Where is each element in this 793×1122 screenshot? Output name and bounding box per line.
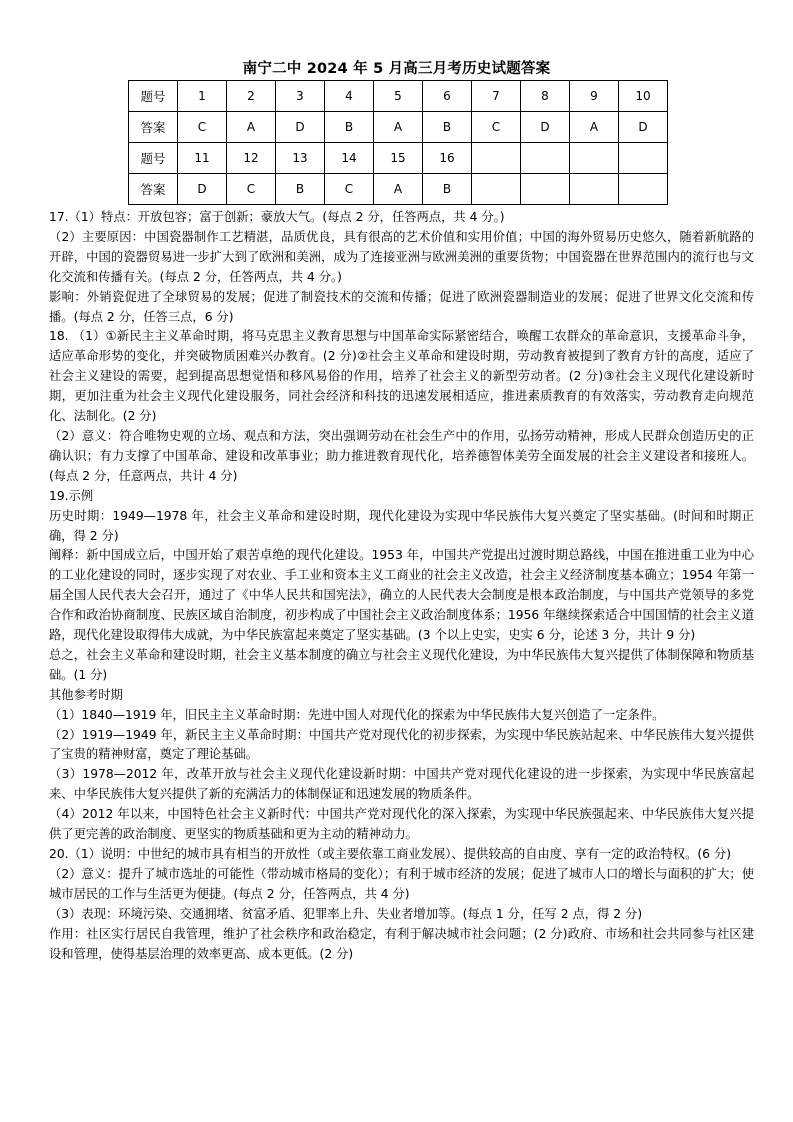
question-number bbox=[472, 143, 521, 174]
question-number: 7 bbox=[472, 81, 521, 112]
answer-cell: D bbox=[178, 174, 227, 205]
answer-cell: B bbox=[276, 174, 325, 205]
answer-cell: C bbox=[178, 112, 227, 143]
answer-body bbox=[49, 208, 754, 964]
question-number bbox=[521, 143, 570, 174]
answer-cell: D bbox=[276, 112, 325, 143]
q19-period: 历史时期：1949—1978 年，社会主义革命和建设时期，现代化建设为实现中华民族伟大复兴奠定了坚实基础。(时间和时期正确，得 2 分) bbox=[49, 508, 754, 543]
answer-row-2 bbox=[129, 174, 668, 205]
question-number: 1 bbox=[178, 81, 227, 112]
answer-cell: B bbox=[325, 112, 374, 143]
answer-cell bbox=[521, 174, 570, 205]
q19-other-3: （3）1978—2012 年，改革开放与社会主义现代化建设新时期：中国共产党对现代化建设的进一步探索，为实现中华民族富起来、中华民族伟大复兴提供了新的充满活力的体制保证和迅速发展的物质条件。 bbox=[49, 767, 754, 802]
answer-cell bbox=[472, 174, 521, 205]
q20-part2: （2）意义：提升了城市选址的可能性（带动城市格局的变化）；有利于城市经济的发展；促进了城市人口的增长与面积的扩大；使城市居民的工作与生活更为便捷。(每点 2 分，任答两点，共 4 分) bbox=[49, 866, 754, 901]
answer-cell: D bbox=[521, 112, 570, 143]
answer-cell: A bbox=[374, 174, 423, 205]
answer-cell: B bbox=[423, 112, 472, 143]
question-number bbox=[619, 143, 668, 174]
question-number: 16 bbox=[423, 143, 472, 174]
q19-heading: 19.示例 bbox=[49, 488, 94, 503]
document-title: 南宁二中 2024 年 5 月高三月考历史试题答案 bbox=[242, 61, 551, 77]
answer-cell: D bbox=[619, 112, 668, 143]
answer-cell: A bbox=[374, 112, 423, 143]
answer-cell: A bbox=[227, 112, 276, 143]
q19-other-2: （2）1919—1949 年，新民主主义革命时期：中国共产党对现代化的初步探索，为实现中华民族站起来、中华民族伟大复兴提供了宝贵的精神财富，奠定了理论基础。 bbox=[49, 727, 754, 762]
answer-cell bbox=[570, 174, 619, 205]
answer-cell: B bbox=[423, 174, 472, 205]
question-number: 14 bbox=[325, 143, 374, 174]
q17-part1: 17.（1）特点：开放包容；富于创新；豪放大气。(每点 2 分，任答两点，共 4 分。) bbox=[49, 210, 505, 224]
question-number: 6 bbox=[423, 81, 472, 112]
q19-other-heading: 其他参考时期 bbox=[49, 687, 123, 702]
answer-cell bbox=[619, 174, 668, 205]
question-number: 2 bbox=[227, 81, 276, 112]
q20-effect: 作用：社区实行居民自我管理，维护了社会秩序和政治稳定，有利于解决城市社会问题；(2 分)政府、市场和社会共同参与社区建设和管理，使得基层治理的效率更高、成本更低。(2 分) bbox=[49, 926, 754, 961]
q20-part1: 20.（1）说明：中世纪的城市具有相当的开放性（或主要依靠工商业发展）、提供较高的自由度、享有一定的政治特权。(6 分) bbox=[49, 847, 731, 861]
answer-cell: A bbox=[570, 112, 619, 143]
question-number: 15 bbox=[374, 143, 423, 174]
question-number: 4 bbox=[325, 81, 374, 112]
q19-other-1: （1）1840—1919 年，旧民主主义革命时期：先进中国人对现代化的探索为中华民族伟大复兴创造了一定条件。 bbox=[49, 707, 665, 722]
question-number: 8 bbox=[521, 81, 570, 112]
answer-cell: C bbox=[325, 174, 374, 205]
answer-cell: C bbox=[227, 174, 276, 205]
question-number: 12 bbox=[227, 143, 276, 174]
question-row-1 bbox=[129, 81, 668, 112]
q17-part2-reasons: （2）主要原因：中国瓷器制作工艺精湛，品质优良，具有很高的艺术价值和实用价值；中国的海外贸易历史悠久，随着新航路的开辟，中国的瓷器贸易进一步扩大到了欧洲和美洲，成为了连接亚洲与欧洲美洲的重要货物；中国瓷器在世界范围内的流行也与文化交流和传播有关。(每点 2 分，任答两点，共 4 分。) bbox=[49, 229, 754, 284]
question-number: 3 bbox=[276, 81, 325, 112]
question-number: 5 bbox=[374, 81, 423, 112]
row-label-answer: 答案 bbox=[129, 174, 178, 205]
question-number: 11 bbox=[178, 143, 227, 174]
answer-table bbox=[128, 80, 668, 205]
question-row-2 bbox=[129, 143, 668, 174]
question-number: 10 bbox=[619, 81, 668, 112]
question-number: 9 bbox=[570, 81, 619, 112]
row-label-answer: 答案 bbox=[129, 112, 178, 143]
q19-explanation: 阐释：新中国成立后，中国开始了艰苦卓绝的现代化建设。1953 年，中国共产党提出过渡时期总路线，中国在推进重工业为中心的工业化建设的同时，逐步实现了对农业、手工业和资本主义工商业的社会主义改造，社会主义经济制度基本确立；1954 年第一届全国人民代表大会召开，通过了《中华人民共和国宪法》，确立的人民代表大会制度是根本政治制度，与中国共产党领导的多党合作和政治协商制度、民族区域自治制度，初步构成了中国社会主义政治制度体系；1956 年继续探索适合中国国情的社会主义道路，现代化建设取得伟大成就，为中华民族富起来奠定了坚实基础。(3 个以上史实，史实 6 分，论述 3 分，共计 9 分) bbox=[49, 548, 754, 643]
answer-row-1 bbox=[129, 112, 668, 143]
row-label-question: 题号 bbox=[129, 143, 178, 174]
q18-part1: 18. （1）①新民主主义革命时期，将马克思主义教育思想与中国革命实际紧密结合，唤醒工农群众的革命意识，支援革命斗争，适应革命形势的变化，并突破物质困难兴办教育。(2 分)②社会主义革命和建设时期，劳动教育被提到了教育方针的高度，适应了社会主义建设的需要，起到提高思想觉悟和移风易俗的作用，培养了社会主义的新型劳动者。(2 分)③社会主义现代化建设新时期，更加注重为社会主义现代化建设服务，同社会经济和科技的迅速发展相适应，推进素质教育的有效落实，劳动教育走向规范化、法制化。(2 分) bbox=[49, 329, 754, 424]
row-label-question: 题号 bbox=[129, 81, 178, 112]
q20-part3: （3）表现：环境污染、交通拥堵、贫富矛盾、犯罪率上升、失业者增加等。(每点 1 分，任写 2 点，得 2 分) bbox=[49, 906, 643, 921]
q17-part2-impact: 影响：外销瓷促进了全球贸易的发展；促进了制瓷技术的交流和传播；促进了欧洲瓷器制造业的发展；促进了世界文化交流和传播。(每点 2 分，任答三点，6 分) bbox=[49, 289, 754, 324]
q19-other-4: （4）2012 年以来，中国特色社会主义新时代：中国共产党对现代化的深入探索，为实现中华民族强起来、中华民族伟大复兴提供了更完善的政治制度、更坚实的物质基础和更为主动的精神动力。 bbox=[49, 807, 754, 842]
answer-cell: C bbox=[472, 112, 521, 143]
question-number bbox=[570, 143, 619, 174]
question-number: 13 bbox=[276, 143, 325, 174]
q19-summary: 总之，社会主义革命和建设时期，社会主义基本制度的确立与社会主义现代化建设，为中华民族伟大复兴提供了体制保障和物质基础。(1 分) bbox=[49, 647, 754, 682]
q18-part2: （2）意义：符合唯物史观的立场、观点和方法，突出强调劳动在社会生产中的作用，弘扬劳动精神，形成人民群众创造历史的正确认识；有力支撑了中国革命、建设和改革事业；助力推进教育现代化，培养德智体美劳全面发展的社会主义建设者和接班人。(每点 2 分，任意两点，共计 4 分) bbox=[49, 428, 754, 483]
